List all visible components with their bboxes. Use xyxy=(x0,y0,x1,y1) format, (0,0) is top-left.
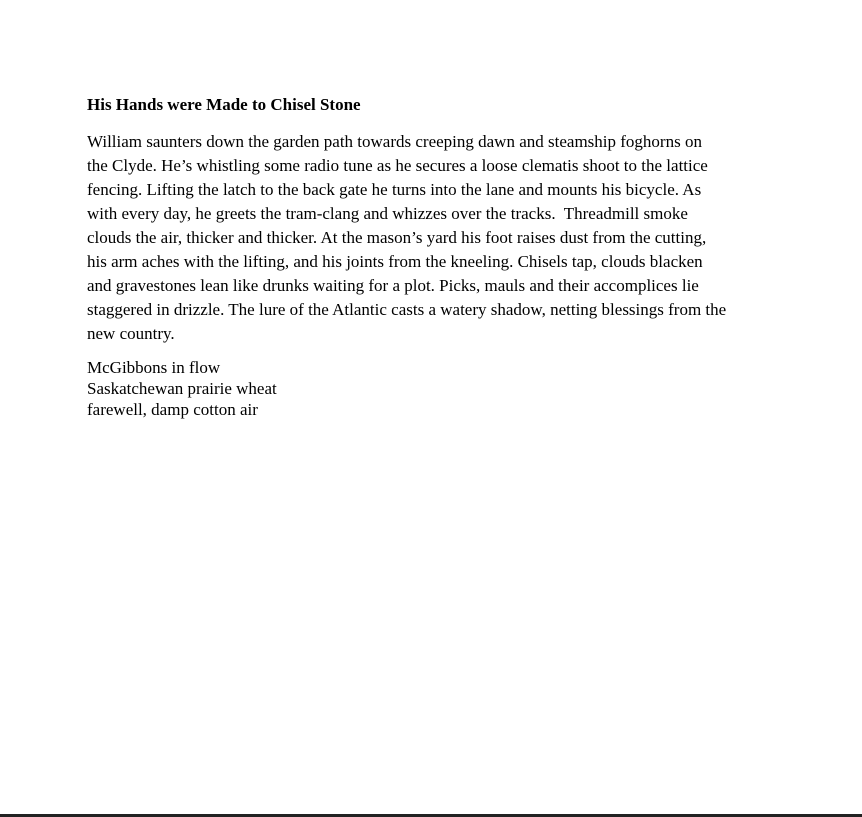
haiku-line: McGibbons in flow xyxy=(87,358,221,377)
prose-line: new country. xyxy=(87,324,175,343)
prose-line: the Clyde. He’s whistling some radio tune as he secures a loose clematis shoot to the lattice xyxy=(87,156,708,175)
prose-line: fencing. Lifting the latch to the back gate he turns into the lane and mounts his bicycle. As xyxy=(87,180,702,199)
document-page xyxy=(87,94,777,420)
prose-line: his arm aches with the lifting, and his joints from the kneeling. Chisels tap, clouds blacken xyxy=(87,252,703,271)
prose-line: and gravestones lean like drunks waiting for a plot. Picks, mauls and their accomplices lie xyxy=(87,276,699,295)
prose-line: with every day, he greets the tram-clang and whizzes over the tracks. Threadmill smoke xyxy=(87,204,688,223)
haiku-line: farewell, damp cotton air xyxy=(87,400,258,419)
prose-paragraph xyxy=(87,130,777,346)
page-title: His Hands were Made to Chisel Stone xyxy=(87,95,361,114)
prose-line: staggered in drizzle. The lure of the Atlantic casts a watery shadow, netting blessings from the xyxy=(87,300,727,319)
haiku-line: Saskatchewan prairie wheat xyxy=(87,379,277,398)
prose-line: clouds the air, thicker and thicker. At the mason’s yard his foot raises dust from the cutting, xyxy=(87,228,707,247)
haiku-stanza xyxy=(87,357,777,420)
prose-line: William saunters down the garden path towards creeping dawn and steamship foghorns on xyxy=(87,132,702,151)
